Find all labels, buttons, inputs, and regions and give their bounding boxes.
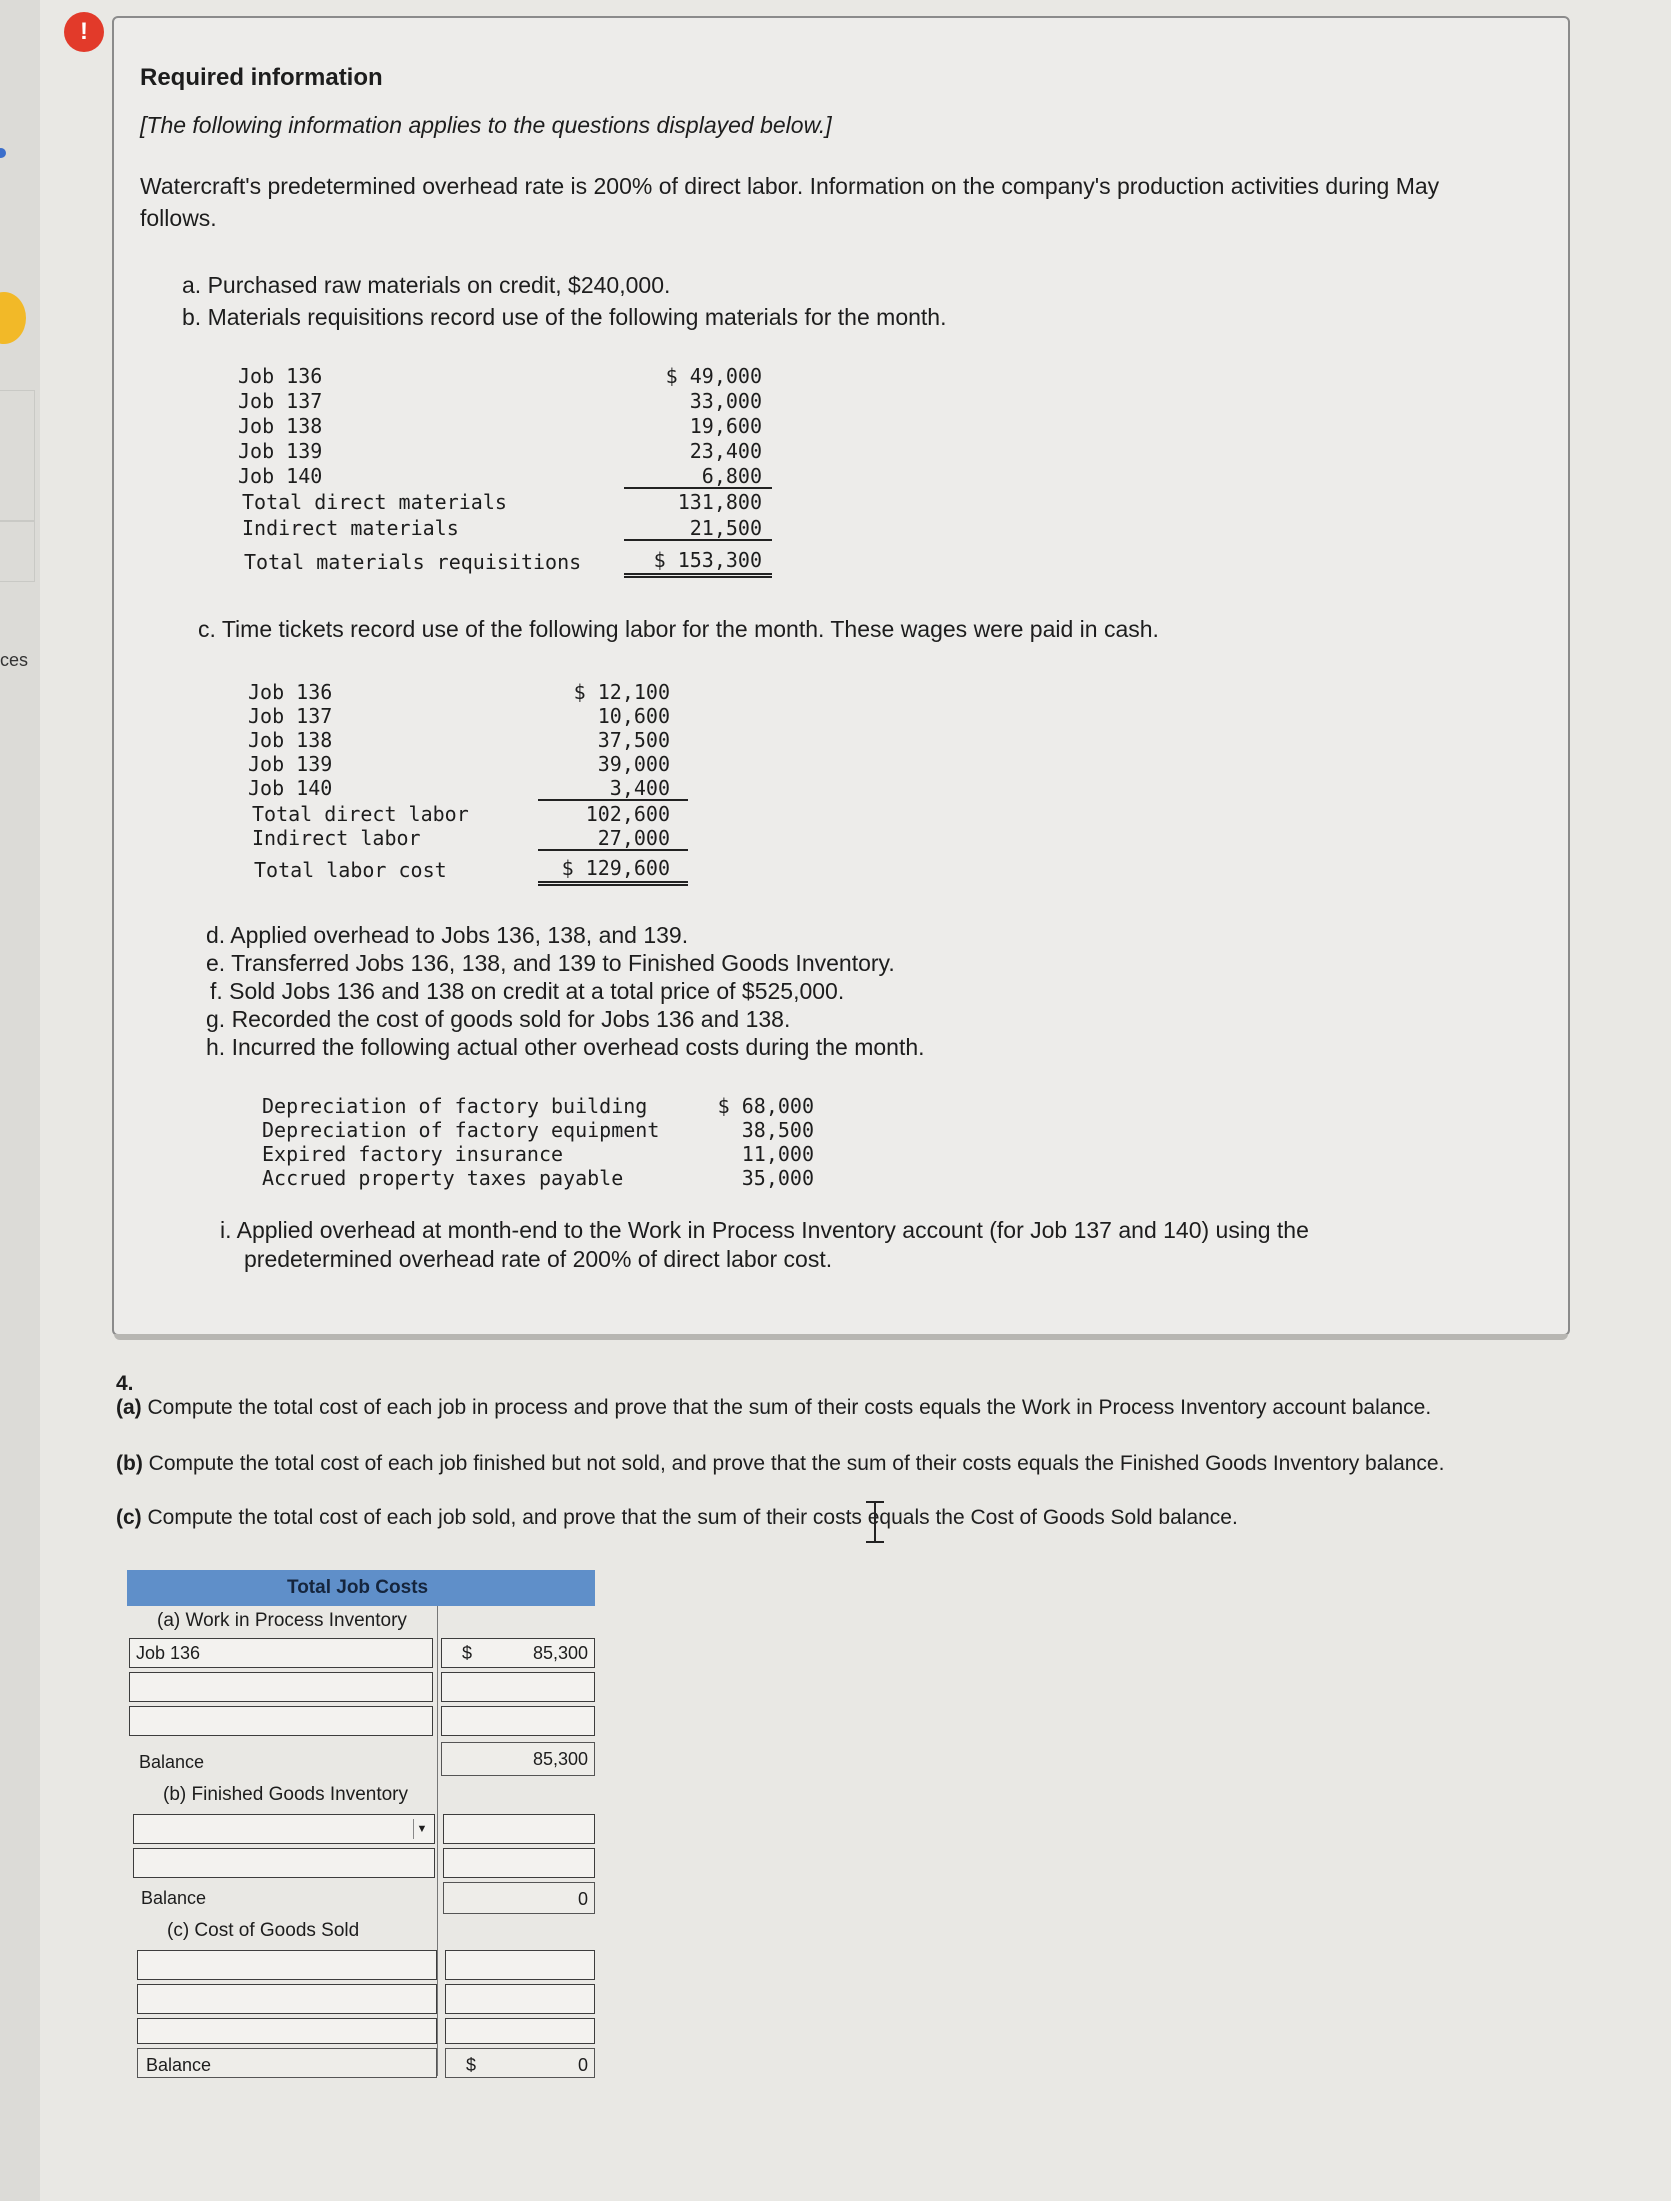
- question-part-c: [116, 1504, 1566, 1532]
- cogs-balance-row: [137, 2048, 437, 2078]
- wip-value-input[interactable]: [441, 1672, 595, 1702]
- cogs-balance-value: 0: [577, 2055, 588, 2075]
- wip-balance-label: Balance: [139, 1752, 205, 1772]
- cogs-value-input[interactable]: [445, 1984, 595, 2014]
- wip-label-input[interactable]: [129, 1672, 433, 1702]
- fg-balance-label: Balance: [141, 1888, 207, 1908]
- cogs-label-input[interactable]: [137, 2018, 437, 2044]
- materials-label: Total direct materials: [242, 490, 507, 514]
- cogs-balance-cell: [445, 2048, 595, 2078]
- wip-label-input[interactable]: [129, 1706, 433, 1736]
- item-i: i. Applied overhead at month-end to the Work in Process Inventory account (for Job 137 and 140) using the predetermined overhead rate of 200% of direct labor cost.: [220, 1217, 1309, 1272]
- sidebar-label: ces: [0, 650, 29, 670]
- materials-amount: 6,800: [624, 464, 772, 489]
- dollar-sign: $: [466, 2055, 477, 2075]
- question-part-b: [116, 1450, 1566, 1478]
- materials-amount: 131,800: [677, 490, 762, 514]
- item-b: b. Materials requisitions record use of the following materials for the month.: [182, 304, 947, 330]
- item-e: e. Transferred Jobs 136, 138, and 139 to Finished Goods Inventory.: [206, 950, 895, 976]
- part-a-text: Compute the total cost of each job in process and prove that the sum of their costs equals the Work in Process Inventory account balance.: [141, 1396, 1432, 1419]
- table-header: [127, 1570, 595, 1606]
- fg-balance-cell: [443, 1882, 595, 1914]
- labor-amount: 27,000: [538, 826, 688, 851]
- wip-job-label: Job 136: [136, 1643, 201, 1663]
- labor-label: Job 136: [248, 680, 333, 704]
- overhead-amount: 38,500: [741, 1118, 814, 1142]
- labor-amount: 37,500: [597, 728, 670, 752]
- wip-job-value-field[interactable]: [441, 1638, 595, 1668]
- question-number: 4.: [116, 1372, 134, 1395]
- overhead-label: Expired factory insurance: [262, 1142, 564, 1166]
- wip-heading: (a) Work in Process Inventory: [157, 1610, 407, 1631]
- labor-label: Total labor cost: [254, 858, 447, 882]
- overhead-amount: 11,000: [741, 1142, 814, 1166]
- fg-label-input[interactable]: [133, 1848, 435, 1878]
- item-g: g. Recorded the cost of goods sold for Jobs 136 and 138.: [206, 1006, 791, 1032]
- fg-value-input[interactable]: [443, 1848, 595, 1878]
- materials-label: Job 139: [238, 439, 323, 463]
- part-c-tag: (c): [116, 1506, 142, 1529]
- part-a-tag: (a): [116, 1396, 142, 1419]
- item-d: d. Applied overhead to Jobs 136, 138, and 139.: [206, 922, 689, 948]
- labor-amount: 10,600: [597, 704, 670, 728]
- materials-label: Job 137: [238, 389, 323, 413]
- chevron-down-icon[interactable]: ▼: [413, 1819, 430, 1839]
- item-a: a. Purchased raw materials on credit, $240,000.: [182, 272, 671, 298]
- cogs-label-input[interactable]: [137, 1950, 437, 1980]
- labor-amount: $ 12,100: [573, 680, 670, 704]
- fg-value-input[interactable]: [443, 1814, 595, 1844]
- materials-label: Job 136: [238, 364, 323, 388]
- overhead-label: Depreciation of factory equipment: [262, 1118, 660, 1142]
- question-part-a: [116, 1394, 1566, 1422]
- labor-amount: 3,400: [538, 776, 688, 801]
- materials-label: Indirect materials: [242, 516, 459, 540]
- sidebar-panel: [0, 520, 35, 582]
- labor-amount: $ 129,600: [538, 856, 688, 886]
- materials-amount: $ 49,000: [665, 364, 762, 388]
- text-cursor-icon: [862, 1500, 888, 1544]
- cogs-heading: (c) Cost of Goods Sold: [167, 1920, 360, 1941]
- labor-label: Job 140: [248, 776, 333, 800]
- materials-label: Total materials requisitions: [244, 550, 582, 574]
- materials-amount: 33,000: [689, 389, 762, 413]
- overhead-amount: $ 68,000: [717, 1094, 814, 1118]
- labor-label: Job 137: [248, 704, 333, 728]
- wip-balance-value: 85,300: [532, 1749, 588, 1769]
- part-c-text: Compute the total cost of each job sold, and prove that the sum of their costs equals the Cost of Goods Sold balance.: [141, 1506, 1238, 1529]
- wip-job-label-field[interactable]: [129, 1638, 433, 1668]
- labor-amount: 102,600: [585, 802, 670, 826]
- column-divider: [437, 1606, 438, 2076]
- fg-job-select[interactable]: [133, 1814, 435, 1844]
- cogs-label-input[interactable]: [137, 1984, 437, 2014]
- materials-amount: 19,600: [689, 414, 762, 438]
- part-b-tag: (b): [116, 1452, 143, 1475]
- alert-icon: !: [64, 12, 104, 52]
- overhead-amount: 35,000: [741, 1166, 814, 1190]
- materials-amount: 23,400: [689, 439, 762, 463]
- item-h: h. Incurred the following actual other overhead costs during the month.: [206, 1034, 925, 1060]
- labor-label: Indirect labor: [252, 826, 421, 850]
- materials-amount: 21,500: [624, 516, 772, 541]
- dollar-sign: $: [462, 1643, 473, 1663]
- cogs-value-input[interactable]: [445, 2018, 595, 2044]
- materials-amount: $ 153,300: [624, 548, 772, 578]
- wip-job-value: 85,300: [532, 1643, 588, 1663]
- labor-label: Job 138: [248, 728, 333, 752]
- wip-value-input[interactable]: [441, 1706, 595, 1736]
- overhead-label: Depreciation of factory building: [262, 1094, 648, 1118]
- wip-balance-cell: [441, 1742, 595, 1776]
- cogs-value-input[interactable]: [445, 1950, 595, 1980]
- total-job-costs-table: [127, 1570, 595, 2090]
- labor-label: Total direct labor: [252, 802, 469, 826]
- item-c: c. Time tickets record use of the following labor for the month. These wages were paid in cash.: [198, 616, 1159, 642]
- materials-label: Job 140: [238, 464, 323, 488]
- sidebar-panel: [0, 390, 35, 522]
- labor-label: Job 139: [248, 752, 333, 776]
- item-f: f. Sold Jobs 136 and 138 on credit at a total price of $525,000.: [210, 978, 845, 1004]
- applies-note: [The following information applies to the questions displayed below.]: [140, 112, 832, 138]
- overhead-label: Accrued property taxes payable: [262, 1166, 624, 1190]
- fg-heading: (b) Finished Goods Inventory: [163, 1784, 409, 1805]
- required-info-title: Required information: [140, 64, 383, 91]
- materials-label: Job 138: [238, 414, 323, 438]
- intro-text: Watercraft's predetermined overhead rate is 200% of direct labor. Information on the company's production activities during May follows.: [140, 173, 1440, 231]
- fg-balance-value: 0: [577, 1889, 588, 1909]
- part-b-text: Compute the total cost of each job finished but not sold, and prove that the sum of their costs equals the Finished Goods Inventory balance.: [142, 1452, 1445, 1475]
- cogs-balance-label: Balance: [146, 2055, 212, 2075]
- labor-amount: 39,000: [597, 752, 670, 776]
- table-header-title: Total Job Costs: [287, 1577, 429, 1598]
